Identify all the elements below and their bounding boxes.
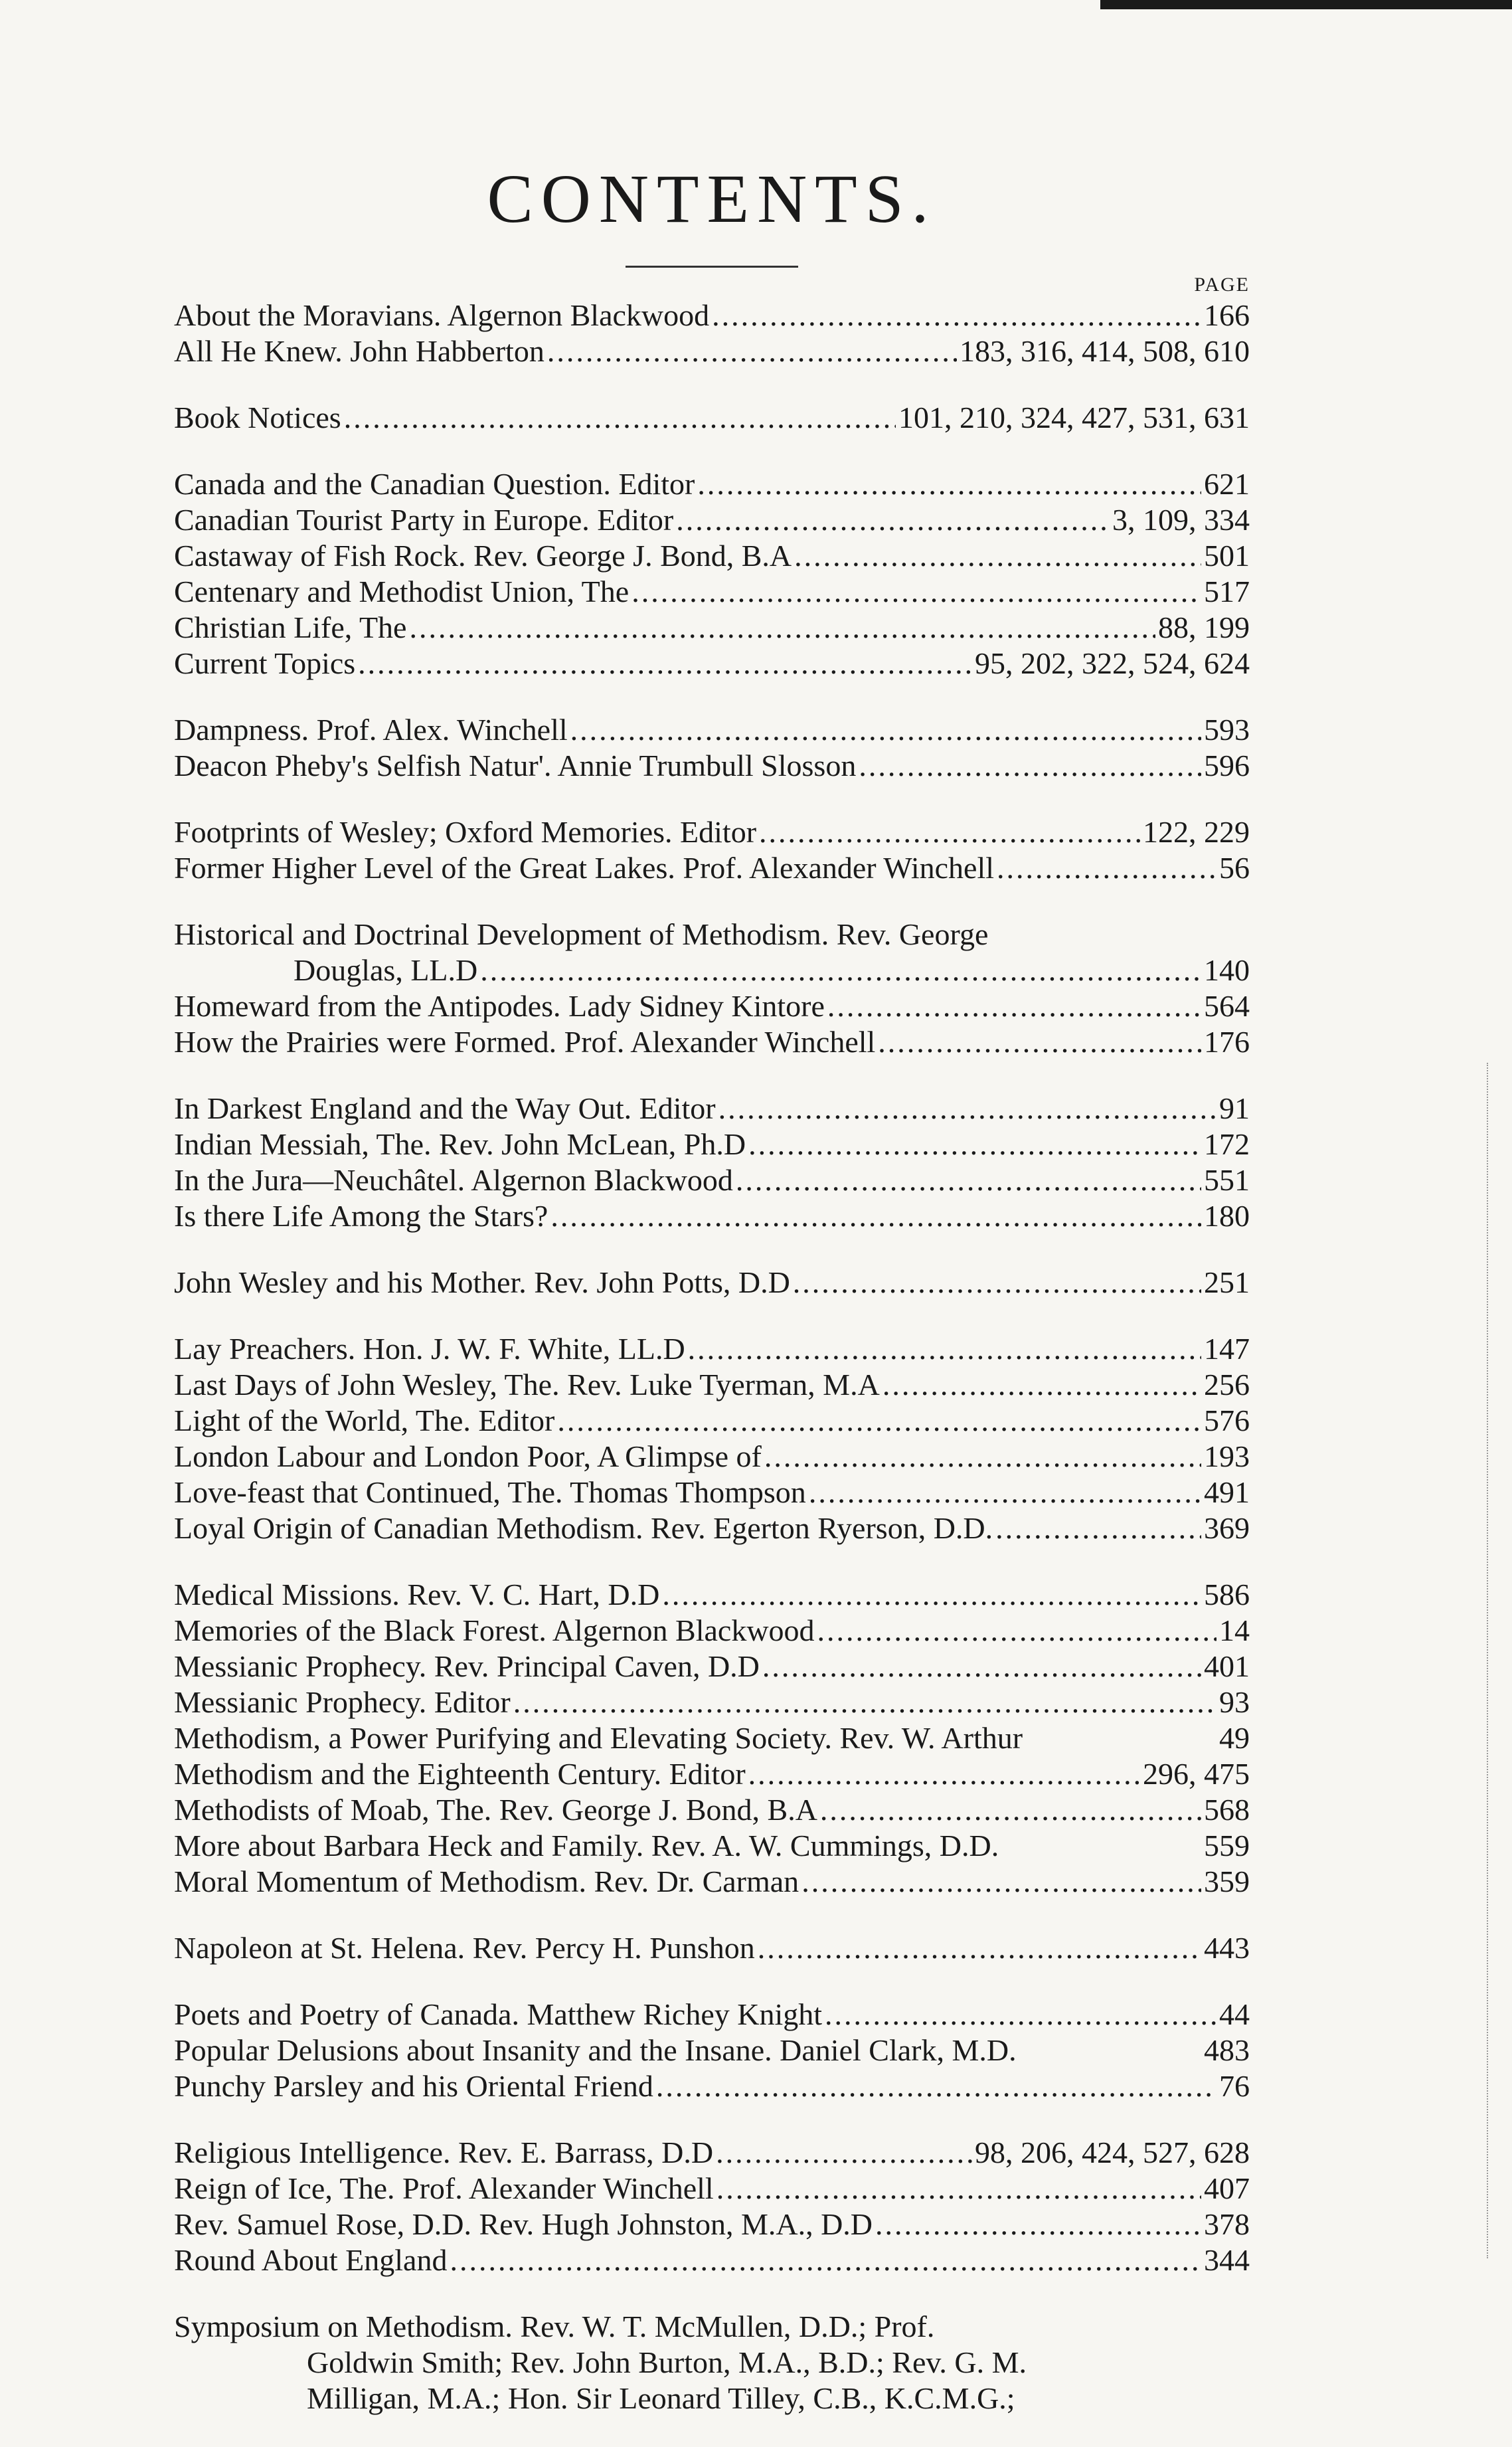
dot-leader xyxy=(547,333,957,369)
dot-leader xyxy=(450,2242,1201,2278)
contents-group xyxy=(174,2309,1250,2416)
contents-entry xyxy=(174,538,1250,574)
dot-leader xyxy=(809,1475,1201,1510)
contents-list xyxy=(174,298,1250,2447)
contents-entry xyxy=(174,2171,1250,2207)
entry-title: Former Higher Level of the Great Lakes. Prof. Alexander Winchell xyxy=(174,851,995,885)
contents-entry xyxy=(174,1198,1250,1234)
entry-title: Punchy Parsley and his Oriental Friend xyxy=(174,2069,653,2103)
entry-title: Messianic Prophecy. Rev. Principal Caven, D.D xyxy=(174,1649,760,1683)
entry-pages: 576 xyxy=(1204,1404,1250,1437)
entry-pages: 176 xyxy=(1204,1025,1250,1059)
contents-entry xyxy=(174,2207,1250,2242)
contents-entry xyxy=(174,1331,1250,1367)
contents-entry xyxy=(174,1930,1250,1966)
dot-leader xyxy=(688,1331,1201,1367)
contents-entry xyxy=(174,1864,1250,1900)
entry-title: Napoleon at St. Helena. Rev. Percy H. Punshon xyxy=(174,1931,755,1965)
contents-entry xyxy=(174,952,1250,988)
contents-group xyxy=(174,1930,1250,1966)
dot-leader xyxy=(801,1864,1201,1900)
contents-entry xyxy=(174,646,1250,681)
contents-group xyxy=(174,917,1250,1060)
contents-group xyxy=(174,2135,1250,2278)
contents-entry-line: Milligan, M.A.; Hon. Sir Leonard Tilley, C.B., K.C.M.G.; xyxy=(307,2381,1015,2415)
entry-title: Deacon Pheby's Selfish Natur'. Annie Trumbull Slosson xyxy=(174,749,857,782)
entry-pages: 98, 206, 424, 527, 628 xyxy=(975,2135,1250,2169)
dot-leader xyxy=(794,538,1201,574)
entry-pages: 593 xyxy=(1204,713,1250,747)
dot-leader xyxy=(997,850,1217,886)
contents-entry xyxy=(174,574,1250,610)
entry-title: Reign of Ice, The. Prof. Alexander Winchell xyxy=(174,2171,714,2205)
contents-entry xyxy=(174,748,1250,784)
contents-entry xyxy=(174,850,1250,886)
contents-entry xyxy=(174,814,1250,850)
entry-title: Moral Momentum of Methodism. Rev. Dr. Carman xyxy=(174,1864,799,1898)
entry-pages: 76 xyxy=(1219,2069,1250,2103)
contents-entry xyxy=(174,466,1250,502)
title-rule xyxy=(626,266,798,268)
entry-title: Rev. Samuel Rose, D.D. Rev. Hugh Johnston, M.A., D.D xyxy=(174,2207,873,2241)
entry-pages: 369 xyxy=(1204,1511,1250,1545)
entry-title: How the Prairies were Formed. Prof. Alexander Winchell xyxy=(174,1025,876,1059)
contents-entry xyxy=(174,1613,1250,1649)
dot-leader xyxy=(550,1198,1201,1234)
dot-leader xyxy=(716,2171,1201,2207)
contents-entry xyxy=(174,1577,1250,1613)
entry-title: In the Jura—Neuchâtel. Algernon Blackwood xyxy=(174,1163,733,1197)
entry-title: Canadian Tourist Party in Europe. Editor xyxy=(174,503,674,537)
scan-edge-mark xyxy=(1100,0,1512,9)
entry-title: John Wesley and his Mother. Rev. John Potts, D.D xyxy=(174,1265,790,1299)
entry-pages: 183, 316, 414, 508, 610 xyxy=(960,334,1250,368)
entry-title: Love-feast that Continued, The. Thomas Thompson xyxy=(174,1475,806,1509)
contents-entry xyxy=(174,2068,1250,2104)
entry-pages: 564 xyxy=(1204,989,1250,1023)
entry-pages: 140 xyxy=(1204,953,1250,987)
dot-leader xyxy=(764,1439,1201,1475)
contents-entry xyxy=(174,1265,1250,1301)
contents-entry xyxy=(174,1684,1250,1720)
entry-title: Homeward from the Antipodes. Lady Sidney Kintore xyxy=(174,989,825,1023)
dot-leader xyxy=(736,1162,1201,1198)
dot-leader xyxy=(697,466,1201,502)
contents-entry xyxy=(174,2135,1250,2171)
dot-leader xyxy=(480,952,1201,988)
dot-leader xyxy=(656,2068,1217,2104)
dot-leader xyxy=(557,1403,1201,1439)
dot-leader xyxy=(570,712,1201,748)
contents-entry xyxy=(174,502,1250,538)
contents-entry xyxy=(174,1439,1250,1475)
contents-entry xyxy=(174,988,1250,1024)
dot-leader xyxy=(513,1684,1217,1720)
dot-leader xyxy=(825,1997,1217,2033)
entry-pages: 559 xyxy=(1204,1829,1250,1862)
entry-pages: 101, 210, 324, 427, 531, 631 xyxy=(898,401,1250,434)
entry-title: Methodism and the Eighteenth Century. Editor xyxy=(174,1757,746,1791)
entry-title: Popular Delusions about Insanity and the Insane. Daniel Clark, M.D. xyxy=(174,2033,1017,2067)
scan-margin-marks xyxy=(1487,1063,1492,2258)
dot-leader xyxy=(748,1127,1201,1162)
contents-group xyxy=(174,1091,1250,1234)
entry-pages: 491 xyxy=(1204,1475,1250,1509)
contents-group xyxy=(174,712,1250,784)
contents-entry xyxy=(174,333,1250,369)
contents-entry xyxy=(174,1162,1250,1198)
entry-pages: 88, 199 xyxy=(1158,610,1250,644)
entry-pages: 95, 202, 322, 524, 624 xyxy=(975,646,1250,680)
entry-title: Douglas, LL.D xyxy=(294,953,478,987)
entry-title: About the Moravians. Algernon Blackwood xyxy=(174,298,710,332)
entry-pages: 483 xyxy=(1204,2033,1250,2067)
contents-entry xyxy=(174,400,1250,436)
entry-pages: 91 xyxy=(1219,1091,1250,1125)
contents-entry xyxy=(174,610,1250,646)
entry-title: All He Knew. John Habberton xyxy=(174,334,545,368)
entry-pages: 56 xyxy=(1219,851,1250,885)
page-title: CONTENTS. xyxy=(487,161,937,237)
contents-entry xyxy=(174,1649,1250,1684)
dot-leader xyxy=(827,988,1201,1024)
entry-pages: 93 xyxy=(1219,1685,1250,1719)
entry-pages: 180 xyxy=(1204,1199,1250,1233)
entry-pages: 49 xyxy=(1219,1721,1250,1755)
contents-entry xyxy=(174,1510,1250,1546)
contents-group xyxy=(174,1265,1250,1301)
entry-title: Light of the World, The. Editor xyxy=(174,1404,555,1437)
contents-entry-line: Symposium on Methodism. Rev. W. T. McMullen, D.D.; Prof. xyxy=(174,2310,935,2343)
dot-leader xyxy=(882,1367,1201,1403)
entry-title: Round About England xyxy=(174,2243,448,2277)
dot-leader xyxy=(859,748,1201,784)
contents-entry xyxy=(174,1367,1250,1403)
dot-leader xyxy=(676,502,1110,538)
entry-pages: 296, 475 xyxy=(1143,1757,1250,1791)
dot-leader xyxy=(817,1613,1217,1649)
page-column-label: PAGE xyxy=(1194,274,1250,296)
entry-title: More about Barbara Heck and Family. Rev. A. W. Cummings, D.D. xyxy=(174,1829,999,1862)
contents-entry xyxy=(174,1756,1250,1792)
dot-leader xyxy=(820,1792,1201,1828)
entry-pages: 251 xyxy=(1204,1265,1250,1299)
entry-pages: 14 xyxy=(1219,1613,1250,1647)
entry-title: Dampness. Prof. Alex. Winchell xyxy=(174,713,568,747)
entry-title: Messianic Prophecy. Editor xyxy=(174,1685,511,1719)
contents-entry-line: Goldwin Smith; Rev. John Burton, M.A., B.D.; Rev. G. M. xyxy=(307,2345,1027,2379)
dot-leader xyxy=(344,400,896,436)
dot-leader xyxy=(662,1577,1201,1613)
entry-pages: 256 xyxy=(1204,1368,1250,1402)
entry-title: In Darkest England and the Way Out. Editor xyxy=(174,1091,716,1125)
contents-entry xyxy=(174,1720,1250,1756)
entry-pages: 166 xyxy=(1204,298,1250,332)
entry-title: Is there Life Among the Stars? xyxy=(174,1199,548,1233)
entry-title: Castaway of Fish Rock. Rev. George J. Bond, B.A xyxy=(174,539,792,573)
contents-group xyxy=(174,466,1250,681)
entry-pages: 344 xyxy=(1204,2243,1250,2277)
contents-group xyxy=(174,400,1250,436)
entry-pages: 551 xyxy=(1204,1163,1250,1197)
entry-title: Poets and Poetry of Canada. Matthew Richey Knight xyxy=(174,1997,823,2031)
entry-title: Memories of the Black Forest. Algernon Blackwood xyxy=(174,1613,815,1647)
contents-group xyxy=(174,1331,1250,1546)
contents-entry xyxy=(174,2242,1250,2278)
entry-pages: 517 xyxy=(1204,575,1250,608)
entry-pages: 586 xyxy=(1204,1578,1250,1611)
entry-pages: 596 xyxy=(1204,749,1250,782)
entry-pages: 3, 109, 334 xyxy=(1112,503,1250,537)
contents-entry xyxy=(174,1475,1250,1510)
dot-leader xyxy=(762,1649,1201,1684)
entry-title: London Labour and London Poor, A Glimpse of xyxy=(174,1439,762,1473)
entry-pages: 407 xyxy=(1204,2171,1250,2205)
contents-entry xyxy=(174,1091,1250,1127)
entry-pages: 401 xyxy=(1204,1649,1250,1683)
dot-leader xyxy=(748,1756,1140,1792)
entry-title: Medical Missions. Rev. V. C. Hart, D.D xyxy=(174,1578,660,1611)
dot-leader xyxy=(409,610,1155,646)
entry-pages: 621 xyxy=(1204,467,1250,501)
dot-leader xyxy=(759,814,1140,850)
contents-entry xyxy=(174,298,1250,333)
entry-title: Loyal Origin of Canadian Methodism. Rev. Egerton Ryerson, D.D. xyxy=(174,1511,993,1545)
dot-leader xyxy=(631,574,1201,610)
entry-pages: 568 xyxy=(1204,1793,1250,1827)
contents-entry xyxy=(174,712,1250,748)
contents-entry xyxy=(174,1127,1250,1162)
entry-pages: 378 xyxy=(1204,2207,1250,2241)
contents-group xyxy=(174,814,1250,886)
entry-title: Last Days of John Wesley, The. Rev. Luke Tyerman, M.A xyxy=(174,1368,880,1402)
entry-pages: 359 xyxy=(1204,1864,1250,1898)
entry-title: Religious Intelligence. Rev. E. Barrass, D.D xyxy=(174,2135,714,2169)
entry-pages: 501 xyxy=(1204,539,1250,573)
entry-pages: 193 xyxy=(1204,1439,1250,1473)
entry-pages: 443 xyxy=(1204,1931,1250,1965)
contents-entry xyxy=(174,1828,1250,1864)
contents-entry xyxy=(174,2033,1250,2068)
entry-title: Christian Life, The xyxy=(174,610,407,644)
contents-entry xyxy=(174,1024,1250,1060)
entry-title: Lay Preachers. Hon. J. W. F. White, LL.D xyxy=(174,1332,685,1366)
entry-title: Book Notices xyxy=(174,401,341,434)
dot-leader xyxy=(793,1265,1201,1301)
entry-title: Current Topics xyxy=(174,646,356,680)
contents-entry xyxy=(174,1997,1250,2033)
entry-title: Canada and the Canadian Question. Editor xyxy=(174,467,695,501)
dot-leader xyxy=(358,646,972,681)
contents-group xyxy=(174,1997,1250,2104)
entry-title: Centenary and Methodist Union, The xyxy=(174,575,630,608)
dot-leader xyxy=(718,1091,1217,1127)
contents-group xyxy=(174,1577,1250,1900)
entry-title: Footprints of Wesley; Oxford Memories. Editor xyxy=(174,815,757,849)
entry-pages: 147 xyxy=(1204,1332,1250,1366)
entry-pages: 44 xyxy=(1219,1997,1250,2031)
entry-pages: 172 xyxy=(1204,1127,1250,1161)
dot-leader xyxy=(875,2207,1201,2242)
contents-entry xyxy=(174,1403,1250,1439)
dot-leader xyxy=(995,1510,1201,1546)
dot-leader xyxy=(878,1024,1201,1060)
entry-pages: 122, 229 xyxy=(1143,815,1250,849)
entry-title: Indian Messiah, The. Rev. John McLean, Ph.D xyxy=(174,1127,746,1161)
contents-entry-line: Historical and Doctrinal Development of Methodism. Rev. George xyxy=(174,917,989,951)
entry-title: Methodists of Moab, The. Rev. George J. Bond, B.A xyxy=(174,1793,817,1827)
contents-entry xyxy=(174,1792,1250,1828)
contents-group xyxy=(174,298,1250,369)
dot-leader xyxy=(716,2135,972,2171)
dot-leader xyxy=(758,1930,1201,1966)
dot-leader xyxy=(712,298,1201,333)
entry-title: Methodism, a Power Purifying and Elevating Society. Rev. W. Arthur xyxy=(174,1721,1023,1755)
